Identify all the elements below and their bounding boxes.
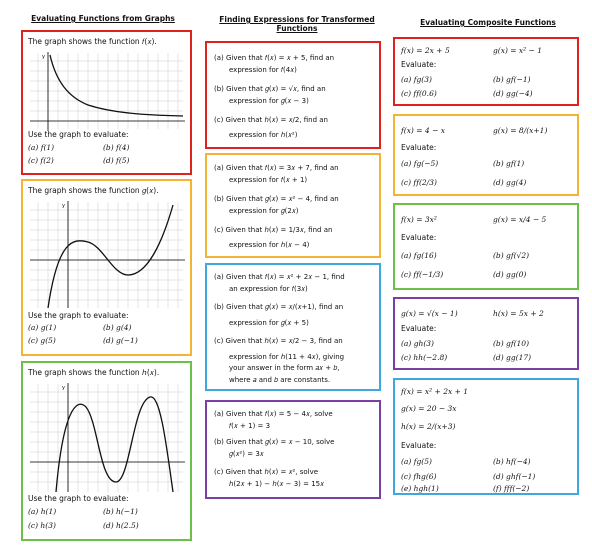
composite-1-part-a: (a) 𝑓𝑔(3) bbox=[401, 75, 432, 84]
composite-5-part-f: (f) 𝑓𝑓𝑓(−2) bbox=[493, 484, 530, 493]
composite-4-part-d: (d) 𝑔𝑔(17) bbox=[493, 353, 532, 362]
graph-f-box bbox=[21, 30, 192, 175]
graph-f-part-d: (d) 𝑓(5) bbox=[103, 156, 130, 165]
graph-h-part-d: (d) ℎ(2.5) bbox=[103, 521, 139, 530]
transform-1-c-line1: (c) Given that ℎ(𝑥) = 𝑥/2, find an bbox=[214, 116, 328, 124]
transform-4-c-line1: (c) Given that ℎ(𝑥) = 𝑥², solve bbox=[214, 468, 319, 476]
transform-4-b-line2: 𝑔(𝑥²) = 3𝑥 bbox=[229, 450, 264, 458]
composite-3-f: 𝑓(𝑥) = 3𝑥² bbox=[401, 215, 437, 224]
left-column-title: Evaluating Functions from Graphs bbox=[31, 14, 175, 23]
transform-4-a-line1: (a) Given that 𝑓(𝑥) = 5 − 4𝑥, solve bbox=[214, 410, 333, 418]
composite-1-part-b: (b) 𝑔𝑓(−1) bbox=[493, 75, 531, 84]
transform-3-a-line2: an expression for 𝑓(3𝑥) bbox=[229, 285, 308, 293]
composite-2-part-d: (d) 𝑔𝑔(4) bbox=[493, 178, 527, 187]
composite-3-part-d: (d) 𝑔𝑔(0) bbox=[493, 270, 527, 279]
composite-2-part-c: (c) 𝑓𝑓(2/3) bbox=[401, 178, 437, 187]
middle-title-line2: Functions bbox=[276, 24, 318, 33]
transform-box-3 bbox=[205, 263, 381, 391]
composite-1-part-c: (c) 𝑓𝑓(0.6) bbox=[401, 89, 437, 98]
composite-1-evaluate: Evaluate: bbox=[401, 60, 437, 69]
middle-column-title bbox=[204, 15, 390, 33]
transform-3-a-line1: (a) Given that 𝑓(𝑥) = 𝑥² + 2𝑥 − 1, find bbox=[214, 273, 345, 281]
composite-4-part-c: (c) ℎℎ(−2.8) bbox=[401, 353, 448, 362]
transform-2-a-line2: expression for 𝑓(𝑥 + 1) bbox=[229, 176, 308, 184]
graph-g-part-c: (c) 𝑔(5) bbox=[28, 336, 56, 345]
composite-5-part-d: (d) 𝑔ℎ𝑓(−1) bbox=[493, 472, 536, 481]
composite-5-h: ℎ(𝑥) = 2/(𝑥+3) bbox=[401, 422, 456, 431]
right-column-title: Evaluating Composite Functions bbox=[420, 18, 556, 27]
composite-5-f: 𝑓(𝑥) = 𝑥² + 2𝑥 + 1 bbox=[401, 387, 469, 396]
graph-g-part-a: (a) 𝑔(1) bbox=[28, 323, 57, 332]
graph-g-part-d: (d) 𝑔(−1) bbox=[103, 336, 138, 345]
composite-3-part-a: (a) 𝑓𝑔(16) bbox=[401, 251, 437, 260]
graph-g-box bbox=[21, 179, 192, 356]
composite-box-5 bbox=[393, 378, 579, 495]
composite-4-g: 𝑔(𝑥) = √(𝑥 − 1) bbox=[401, 309, 458, 318]
composite-3-g: 𝑔(𝑥) = 𝑥/4 − 5 bbox=[493, 215, 547, 224]
transform-3-b-line1: (b) Given that 𝑔(𝑥) = 𝑥/(𝑥+1), find an bbox=[214, 303, 344, 311]
composite-4-part-a: (a) 𝑔ℎ(3) bbox=[401, 339, 434, 348]
svg-text:y: y bbox=[42, 54, 45, 60]
transform-3-c-line4: where 𝑎 and 𝑏 are constants. bbox=[229, 376, 331, 384]
transform-3-c-line2: expression for ℎ(11 + 4𝑥), giving bbox=[229, 353, 345, 361]
transform-2-a-line1: (a) Given that 𝑓(𝑥) = 3𝑥 + 7, find an bbox=[214, 164, 339, 172]
transform-1-a-line2: expression for 𝑓(4𝑥) bbox=[229, 66, 297, 74]
graph-h-intro: The graph shows the function ℎ(𝑥). bbox=[28, 368, 160, 377]
svg-text:y: y bbox=[62, 385, 65, 391]
graph-f-part-b: (b) 𝑓(4) bbox=[103, 143, 130, 152]
transform-2-b-line1: (b) Given that 𝑔(𝑥) = 𝑥² − 4, find an bbox=[214, 195, 339, 203]
composite-box-3 bbox=[393, 203, 579, 290]
graph-h-plot bbox=[28, 382, 188, 494]
transform-1-a-line1: (a) Given that 𝑓(𝑥) = 𝑥 + 5, find an bbox=[214, 54, 335, 62]
composite-5-g: 𝑔(𝑥) = 20 − 3𝑥 bbox=[401, 404, 457, 413]
graph-h-part-a: (a) ℎ(1) bbox=[28, 507, 57, 516]
graph-f-part-a: (a) 𝑓(1) bbox=[28, 143, 55, 152]
graph-h-use: Use the graph to evaluate: bbox=[28, 494, 129, 503]
composite-2-part-b: (b) 𝑔𝑓(1) bbox=[493, 159, 525, 168]
graph-f-part-c: (c) 𝑓(2) bbox=[28, 156, 54, 165]
composite-box-1 bbox=[393, 37, 579, 106]
transform-box-1 bbox=[205, 41, 381, 149]
composite-1-g: 𝑔(𝑥) = 𝑥² − 1 bbox=[493, 46, 542, 55]
graph-g-plot bbox=[28, 200, 188, 310]
transform-3-b-line2: expression for 𝑔(𝑥 + 5) bbox=[229, 319, 309, 327]
composite-2-g: 𝑔(𝑥) = 8/(𝑥+1) bbox=[493, 126, 548, 135]
graph-g-intro: The graph shows the function 𝑔(𝑥). bbox=[28, 186, 159, 195]
transform-3-c-line1: (c) Given that ℎ(𝑥) = 𝑥/2 − 3, find an bbox=[214, 337, 343, 345]
composite-box-2 bbox=[393, 114, 579, 196]
composite-2-evaluate: Evaluate: bbox=[401, 143, 437, 152]
composite-4-h: ℎ(𝑥) = 5𝑥 + 2 bbox=[493, 309, 544, 318]
transform-2-c-line1: (c) Given that ℎ(𝑥) = 1/3𝑥, find an bbox=[214, 226, 333, 234]
composite-3-evaluate: Evaluate: bbox=[401, 233, 437, 242]
transform-4-b-line1: (b) Given that 𝑔(𝑥) = 𝑥 − 10, solve bbox=[214, 438, 335, 446]
composite-4-part-b: (b) 𝑔𝑓(10) bbox=[493, 339, 530, 348]
composite-3-part-c: (c) 𝑓𝑓(−1/3) bbox=[401, 270, 444, 279]
transform-2-c-line2: expression for ℎ(𝑥 − 4) bbox=[229, 241, 310, 249]
composite-5-evaluate: Evaluate: bbox=[401, 441, 437, 450]
composite-5-part-e: (e) ℎ𝑔ℎ(1) bbox=[401, 484, 439, 493]
transform-1-b-line1: (b) Given that 𝑔(𝑥) = √𝑥, find an bbox=[214, 85, 326, 93]
transform-2-b-line2: expression for 𝑔(2𝑥) bbox=[229, 207, 299, 215]
middle-title-line1: Finding Expressions for Transformed bbox=[219, 15, 375, 24]
graph-f-use: Use the graph to evaluate: bbox=[28, 130, 129, 139]
composite-5-part-c: (c) 𝑓ℎ𝑔(6) bbox=[401, 472, 437, 481]
graph-f-plot bbox=[28, 51, 188, 133]
composite-1-part-d: (d) 𝑔𝑔(−4) bbox=[493, 89, 533, 98]
transform-box-2 bbox=[205, 153, 381, 258]
graph-h-part-c: (c) ℎ(3) bbox=[28, 521, 56, 530]
composite-4-evaluate: Evaluate: bbox=[401, 324, 437, 333]
transform-4-a-line2: 𝑓(𝑥 + 1) = 3 bbox=[229, 422, 271, 430]
transform-4-c-line2: ℎ(2𝑥 + 1) − ℎ(𝑥 − 3) = 15𝑥 bbox=[229, 480, 325, 488]
transform-box-4 bbox=[205, 400, 381, 499]
transform-3-c-line3: your answer in the form 𝑎𝑥 + 𝑏, bbox=[229, 364, 340, 372]
composite-5-part-b: (b) ℎ𝑓(−4) bbox=[493, 457, 531, 466]
composite-3-part-b: (b) 𝑔𝑓(√2) bbox=[493, 251, 530, 260]
composite-2-part-a: (a) 𝑓𝑔(−5) bbox=[401, 159, 439, 168]
graph-g-use: Use the graph to evaluate: bbox=[28, 311, 129, 320]
graph-f-intro: The graph shows the function 𝑓(𝑥). bbox=[28, 37, 157, 46]
transform-1-b-line2: expression for 𝑔(𝑥 − 3) bbox=[229, 97, 309, 105]
composite-box-4 bbox=[393, 297, 579, 370]
graph-h-box bbox=[21, 361, 192, 541]
composite-5-part-a: (a) 𝑓𝑔(5) bbox=[401, 457, 432, 466]
composite-2-f: 𝑓(𝑥) = 4 − 𝑥 bbox=[401, 126, 445, 135]
transform-1-c-line2: expression for ℎ(𝑥²) bbox=[229, 131, 298, 139]
svg-text:y: y bbox=[62, 203, 65, 209]
composite-1-f: 𝑓(𝑥) = 2𝑥 + 5 bbox=[401, 46, 450, 55]
graph-g-part-b: (b) 𝑔(4) bbox=[103, 323, 132, 332]
graph-h-part-b: (b) ℎ(−1) bbox=[103, 507, 138, 516]
